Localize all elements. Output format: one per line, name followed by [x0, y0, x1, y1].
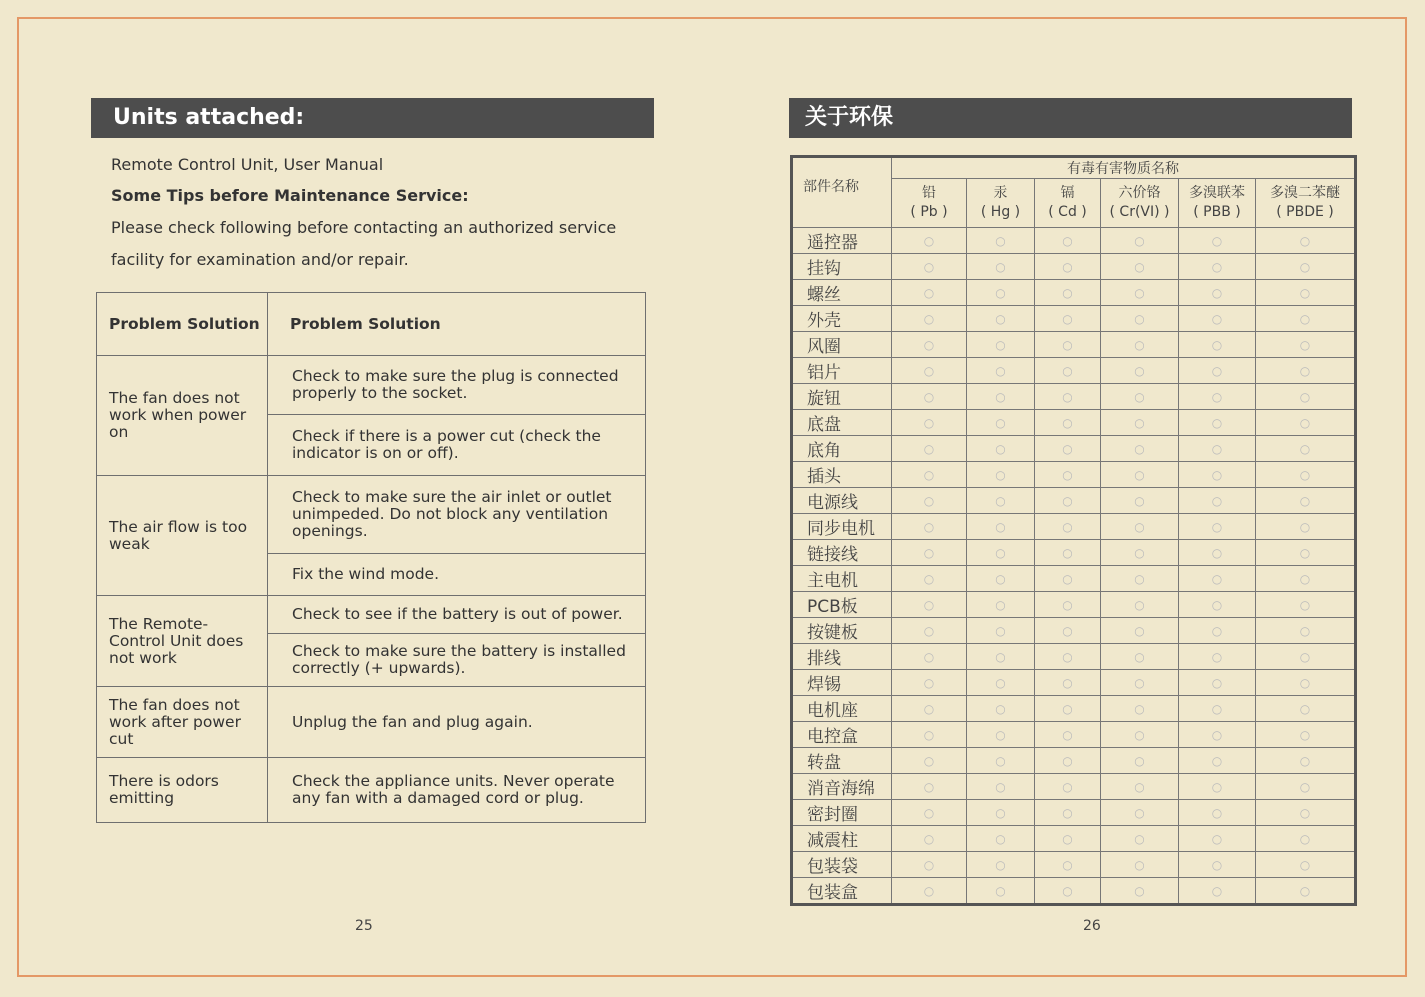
- compliance-mark: ○: [1256, 800, 1356, 826]
- compliance-mark: ○: [1101, 436, 1179, 462]
- solution-cell: Check the appliance units. Never operate any fan with a damaged cord or plug.: [268, 758, 646, 823]
- compliance-mark: ○: [967, 280, 1035, 306]
- part-name: 底角: [792, 436, 892, 462]
- compliance-mark: ○: [1179, 462, 1256, 488]
- compliance-mark: ○: [892, 514, 967, 540]
- compliance-mark: ○: [1035, 462, 1101, 488]
- compliance-mark: ○: [1179, 332, 1256, 358]
- part-name: 电机座: [792, 696, 892, 722]
- solution-cell: Check to make sure the air inlet or outlet unimpeded. Do not block any ventilation openings.: [268, 476, 646, 554]
- solution-cell: Fix the wind mode.: [268, 554, 646, 596]
- compliance-mark: ○: [1179, 566, 1256, 592]
- compliance-mark: ○: [1035, 384, 1101, 410]
- compliance-mark: ○: [1256, 254, 1356, 280]
- part-name: 消音海绵: [792, 774, 892, 800]
- compliance-mark: ○: [1256, 826, 1356, 852]
- compliance-mark: ○: [892, 618, 967, 644]
- compliance-mark: ○: [1179, 618, 1256, 644]
- compliance-mark: ○: [1101, 228, 1179, 254]
- part-name: 电控盒: [792, 722, 892, 748]
- compliance-mark: ○: [1179, 852, 1256, 878]
- substance-name: 镉: [1060, 185, 1075, 201]
- compliance-mark: ○: [1035, 748, 1101, 774]
- substance-name: 六价铬: [1118, 185, 1161, 201]
- compliance-mark: ○: [1101, 696, 1179, 722]
- compliance-mark: ○: [1101, 514, 1179, 540]
- compliance-mark: ○: [1035, 514, 1101, 540]
- substance-name: 多溴联苯: [1189, 185, 1245, 201]
- substance-symbol: ( PBDE ): [1276, 204, 1334, 220]
- compliance-mark: ○: [1035, 774, 1101, 800]
- compliance-mark: ○: [967, 800, 1035, 826]
- part-name: 焊锡: [792, 670, 892, 696]
- table-row: [792, 722, 1356, 748]
- compliance-mark: ○: [967, 488, 1035, 514]
- compliance-mark: ○: [1179, 670, 1256, 696]
- compliance-mark: ○: [1256, 722, 1356, 748]
- part-name: 密封圈: [792, 800, 892, 826]
- compliance-mark: ○: [1101, 488, 1179, 514]
- compliance-mark: ○: [1256, 592, 1356, 618]
- table-row: [792, 852, 1356, 878]
- intro-line: Please check following before contacting an authorized service: [111, 218, 617, 237]
- compliance-mark: ○: [967, 410, 1035, 436]
- compliance-mark: ○: [892, 436, 967, 462]
- substance-column-header: [892, 179, 967, 228]
- substances-header: 有毒有害物质名称: [892, 157, 1356, 179]
- table-row: [792, 540, 1356, 566]
- compliance-mark: ○: [1179, 800, 1256, 826]
- solution-cell: Unplug the fan and plug again.: [268, 687, 646, 758]
- compliance-mark: ○: [1035, 566, 1101, 592]
- table-row: [97, 476, 646, 554]
- column-header: Problem Solution: [97, 293, 268, 356]
- part-name: 螺丝: [792, 280, 892, 306]
- table-row: [792, 436, 1356, 462]
- table-row: [97, 596, 646, 634]
- compliance-mark: ○: [1179, 644, 1256, 670]
- table-row: [97, 356, 646, 415]
- compliance-mark: ○: [967, 618, 1035, 644]
- compliance-mark: ○: [967, 228, 1035, 254]
- compliance-mark: ○: [967, 852, 1035, 878]
- compliance-mark: ○: [967, 748, 1035, 774]
- compliance-mark: ○: [967, 358, 1035, 384]
- table-header-row: [792, 157, 1356, 179]
- compliance-mark: ○: [1035, 878, 1101, 905]
- compliance-mark: ○: [1256, 384, 1356, 410]
- table-row: [792, 306, 1356, 332]
- part-name: 外壳: [792, 306, 892, 332]
- table-row: [792, 566, 1356, 592]
- compliance-mark: ○: [1101, 722, 1179, 748]
- table-row: [792, 644, 1356, 670]
- compliance-mark: ○: [967, 774, 1035, 800]
- compliance-mark: ○: [892, 748, 967, 774]
- compliance-mark: ○: [1179, 228, 1256, 254]
- substance-symbol: ( Cd ): [1048, 204, 1087, 220]
- compliance-mark: ○: [967, 462, 1035, 488]
- part-name: 遥控器: [792, 228, 892, 254]
- table-row: [97, 758, 646, 823]
- table-row: [792, 254, 1356, 280]
- part-name: 电源线: [792, 488, 892, 514]
- substance-symbol: ( Pb ): [910, 204, 948, 220]
- compliance-mark: ○: [892, 540, 967, 566]
- compliance-mark: ○: [1101, 670, 1179, 696]
- problem-cell: The fan does not work when power on: [97, 356, 268, 476]
- intro-line: facility for examination and/or repair.: [111, 250, 409, 269]
- compliance-mark: ○: [1179, 826, 1256, 852]
- table-row: [792, 514, 1356, 540]
- part-name: 挂钩: [792, 254, 892, 280]
- page-number: 25: [355, 918, 373, 934]
- part-name: 排线: [792, 644, 892, 670]
- compliance-mark: ○: [1101, 254, 1179, 280]
- compliance-mark: ○: [892, 306, 967, 332]
- compliance-mark: ○: [892, 644, 967, 670]
- compliance-mark: ○: [967, 878, 1035, 905]
- compliance-mark: ○: [1035, 618, 1101, 644]
- compliance-mark: ○: [1179, 410, 1256, 436]
- compliance-mark: ○: [1101, 800, 1179, 826]
- compliance-mark: ○: [967, 384, 1035, 410]
- compliance-mark: ○: [892, 358, 967, 384]
- compliance-mark: ○: [1035, 592, 1101, 618]
- compliance-mark: ○: [1035, 436, 1101, 462]
- compliance-mark: ○: [1101, 332, 1179, 358]
- compliance-mark: ○: [1035, 254, 1101, 280]
- table-row: [792, 774, 1356, 800]
- substance-column-header: [1035, 179, 1101, 228]
- units-attached-heading: Units attached:: [91, 98, 654, 138]
- substance-column-header: [1179, 179, 1256, 228]
- table-row: [792, 800, 1356, 826]
- parts-header: 部件名称: [792, 157, 892, 228]
- substance-column-header: [1256, 179, 1356, 228]
- compliance-mark: ○: [892, 566, 967, 592]
- part-name: 主电机: [792, 566, 892, 592]
- part-name: PCB板: [792, 592, 892, 618]
- table-row: [792, 618, 1356, 644]
- part-name: 包装袋: [792, 852, 892, 878]
- substance-name: 汞: [993, 185, 1008, 201]
- compliance-mark: ○: [1101, 306, 1179, 332]
- table-row: [792, 670, 1356, 696]
- compliance-mark: ○: [1256, 488, 1356, 514]
- compliance-mark: ○: [1179, 696, 1256, 722]
- table-row: [792, 280, 1356, 306]
- compliance-mark: ○: [1256, 514, 1356, 540]
- compliance-mark: ○: [1035, 852, 1101, 878]
- compliance-mark: ○: [1101, 410, 1179, 436]
- table-row: [792, 878, 1356, 905]
- compliance-mark: ○: [1256, 228, 1356, 254]
- compliance-mark: ○: [967, 592, 1035, 618]
- compliance-mark: ○: [1101, 774, 1179, 800]
- compliance-mark: ○: [1101, 280, 1179, 306]
- compliance-mark: ○: [1035, 800, 1101, 826]
- substance-column-header: [967, 179, 1035, 228]
- compliance-mark: ○: [892, 878, 967, 905]
- compliance-mark: ○: [892, 254, 967, 280]
- compliance-mark: ○: [1179, 592, 1256, 618]
- part-name: 风圈: [792, 332, 892, 358]
- compliance-mark: ○: [892, 462, 967, 488]
- compliance-mark: ○: [892, 800, 967, 826]
- compliance-mark: ○: [1256, 280, 1356, 306]
- compliance-mark: ○: [967, 722, 1035, 748]
- compliance-mark: ○: [1035, 540, 1101, 566]
- compliance-mark: ○: [1256, 670, 1356, 696]
- solution-cell: Check if there is a power cut (check the indicator is on or off).: [268, 415, 646, 476]
- compliance-mark: ○: [892, 592, 967, 618]
- substance-name: 多溴二苯醚: [1270, 185, 1340, 201]
- compliance-mark: ○: [1101, 540, 1179, 566]
- part-name: 同步电机: [792, 514, 892, 540]
- compliance-mark: ○: [1179, 514, 1256, 540]
- compliance-mark: ○: [1256, 462, 1356, 488]
- compliance-mark: ○: [1179, 306, 1256, 332]
- compliance-mark: ○: [1035, 306, 1101, 332]
- hazardous-substances-table: [790, 155, 1357, 906]
- compliance-mark: ○: [1101, 592, 1179, 618]
- compliance-mark: ○: [1035, 722, 1101, 748]
- compliance-mark: ○: [1256, 540, 1356, 566]
- compliance-mark: ○: [1179, 488, 1256, 514]
- tips-title: Some Tips before Maintenance Service:: [111, 186, 469, 205]
- compliance-mark: ○: [1179, 878, 1256, 905]
- table-row: [792, 332, 1356, 358]
- compliance-mark: ○: [1256, 566, 1356, 592]
- compliance-mark: ○: [1179, 540, 1256, 566]
- table-row: [792, 696, 1356, 722]
- table-row: [792, 358, 1356, 384]
- compliance-mark: ○: [967, 696, 1035, 722]
- compliance-mark: ○: [1035, 332, 1101, 358]
- compliance-mark: ○: [1256, 436, 1356, 462]
- compliance-mark: ○: [1101, 384, 1179, 410]
- compliance-mark: ○: [1179, 384, 1256, 410]
- table-row: [792, 748, 1356, 774]
- compliance-mark: ○: [1101, 618, 1179, 644]
- solution-cell: Check to make sure the plug is connected properly to the socket.: [268, 356, 646, 415]
- compliance-mark: ○: [1101, 462, 1179, 488]
- compliance-mark: ○: [892, 410, 967, 436]
- compliance-mark: ○: [967, 826, 1035, 852]
- compliance-mark: ○: [892, 722, 967, 748]
- substance-column-header: [1101, 179, 1179, 228]
- compliance-mark: ○: [892, 696, 967, 722]
- compliance-mark: ○: [1256, 306, 1356, 332]
- compliance-mark: ○: [1035, 644, 1101, 670]
- table-row: [792, 592, 1356, 618]
- problem-cell: The fan does not work after power cut: [97, 687, 268, 758]
- compliance-mark: ○: [1256, 358, 1356, 384]
- compliance-mark: ○: [1035, 696, 1101, 722]
- compliance-mark: ○: [1035, 228, 1101, 254]
- part-name: 链接线: [792, 540, 892, 566]
- compliance-mark: ○: [1101, 566, 1179, 592]
- problem-cell: The air flow is too weak: [97, 476, 268, 596]
- compliance-mark: ○: [1256, 748, 1356, 774]
- part-name: 减震柱: [792, 826, 892, 852]
- compliance-mark: ○: [1101, 748, 1179, 774]
- part-name: 铝片: [792, 358, 892, 384]
- table-row: [792, 410, 1356, 436]
- part-name: 旋钮: [792, 384, 892, 410]
- compliance-mark: ○: [967, 670, 1035, 696]
- compliance-mark: ○: [967, 306, 1035, 332]
- compliance-mark: ○: [1035, 488, 1101, 514]
- column-header: Problem Solution: [268, 293, 646, 356]
- table-row: [792, 462, 1356, 488]
- compliance-mark: ○: [1101, 358, 1179, 384]
- compliance-mark: ○: [1035, 670, 1101, 696]
- table-row: [792, 228, 1356, 254]
- compliance-mark: ○: [1101, 826, 1179, 852]
- troubleshooting-table: [96, 292, 646, 823]
- compliance-mark: ○: [967, 540, 1035, 566]
- compliance-mark: ○: [1035, 410, 1101, 436]
- compliance-mark: ○: [1101, 644, 1179, 670]
- compliance-mark: ○: [1179, 254, 1256, 280]
- compliance-mark: ○: [1101, 878, 1179, 905]
- compliance-mark: ○: [892, 670, 967, 696]
- compliance-mark: ○: [1256, 696, 1356, 722]
- intro-line: Remote Control Unit, User Manual: [111, 155, 384, 174]
- compliance-mark: ○: [892, 774, 967, 800]
- compliance-mark: ○: [892, 280, 967, 306]
- part-name: 按键板: [792, 618, 892, 644]
- compliance-mark: ○: [1256, 774, 1356, 800]
- compliance-mark: ○: [967, 566, 1035, 592]
- compliance-mark: ○: [1179, 748, 1256, 774]
- part-name: 包装盒: [792, 878, 892, 905]
- compliance-mark: ○: [1101, 852, 1179, 878]
- compliance-mark: ○: [1256, 852, 1356, 878]
- environment-heading: 关于环保: [789, 98, 1352, 138]
- compliance-mark: ○: [892, 488, 967, 514]
- compliance-mark: ○: [1179, 722, 1256, 748]
- compliance-mark: ○: [892, 852, 967, 878]
- table-row: [792, 488, 1356, 514]
- compliance-mark: ○: [892, 228, 967, 254]
- compliance-mark: ○: [1179, 358, 1256, 384]
- table-row: [97, 687, 646, 758]
- table-header-row: [97, 293, 646, 356]
- part-name: 底盘: [792, 410, 892, 436]
- compliance-mark: ○: [1179, 774, 1256, 800]
- table-row: [792, 826, 1356, 852]
- compliance-mark: ○: [967, 436, 1035, 462]
- compliance-mark: ○: [967, 644, 1035, 670]
- part-name: 插头: [792, 462, 892, 488]
- compliance-mark: ○: [967, 514, 1035, 540]
- compliance-mark: ○: [1256, 618, 1356, 644]
- substance-symbol: ( PBB ): [1193, 204, 1241, 220]
- compliance-mark: ○: [1035, 358, 1101, 384]
- substance-symbol: ( Hg ): [980, 204, 1021, 220]
- compliance-mark: ○: [892, 384, 967, 410]
- compliance-mark: ○: [1179, 280, 1256, 306]
- compliance-mark: ○: [1035, 280, 1101, 306]
- compliance-mark: ○: [1179, 436, 1256, 462]
- table-row: [792, 384, 1356, 410]
- compliance-mark: ○: [1256, 644, 1356, 670]
- compliance-mark: ○: [967, 254, 1035, 280]
- part-name: 转盘: [792, 748, 892, 774]
- compliance-mark: ○: [892, 826, 967, 852]
- compliance-mark: ○: [1256, 332, 1356, 358]
- solution-cell: Check to see if the battery is out of power.: [268, 596, 646, 634]
- substance-symbol: ( Cr(VI) ): [1109, 204, 1170, 220]
- page-number: 26: [1083, 918, 1101, 934]
- compliance-mark: ○: [892, 332, 967, 358]
- compliance-mark: ○: [1035, 826, 1101, 852]
- solution-cell: Check to make sure the battery is installed correctly (+ upwards).: [268, 634, 646, 687]
- substance-name: 铅: [922, 185, 936, 201]
- problem-cell: The Remote-Control Unit does not work: [97, 596, 268, 687]
- compliance-mark: ○: [1256, 410, 1356, 436]
- compliance-mark: ○: [967, 332, 1035, 358]
- compliance-mark: ○: [1256, 878, 1356, 905]
- problem-cell: There is odors emitting: [97, 758, 268, 823]
